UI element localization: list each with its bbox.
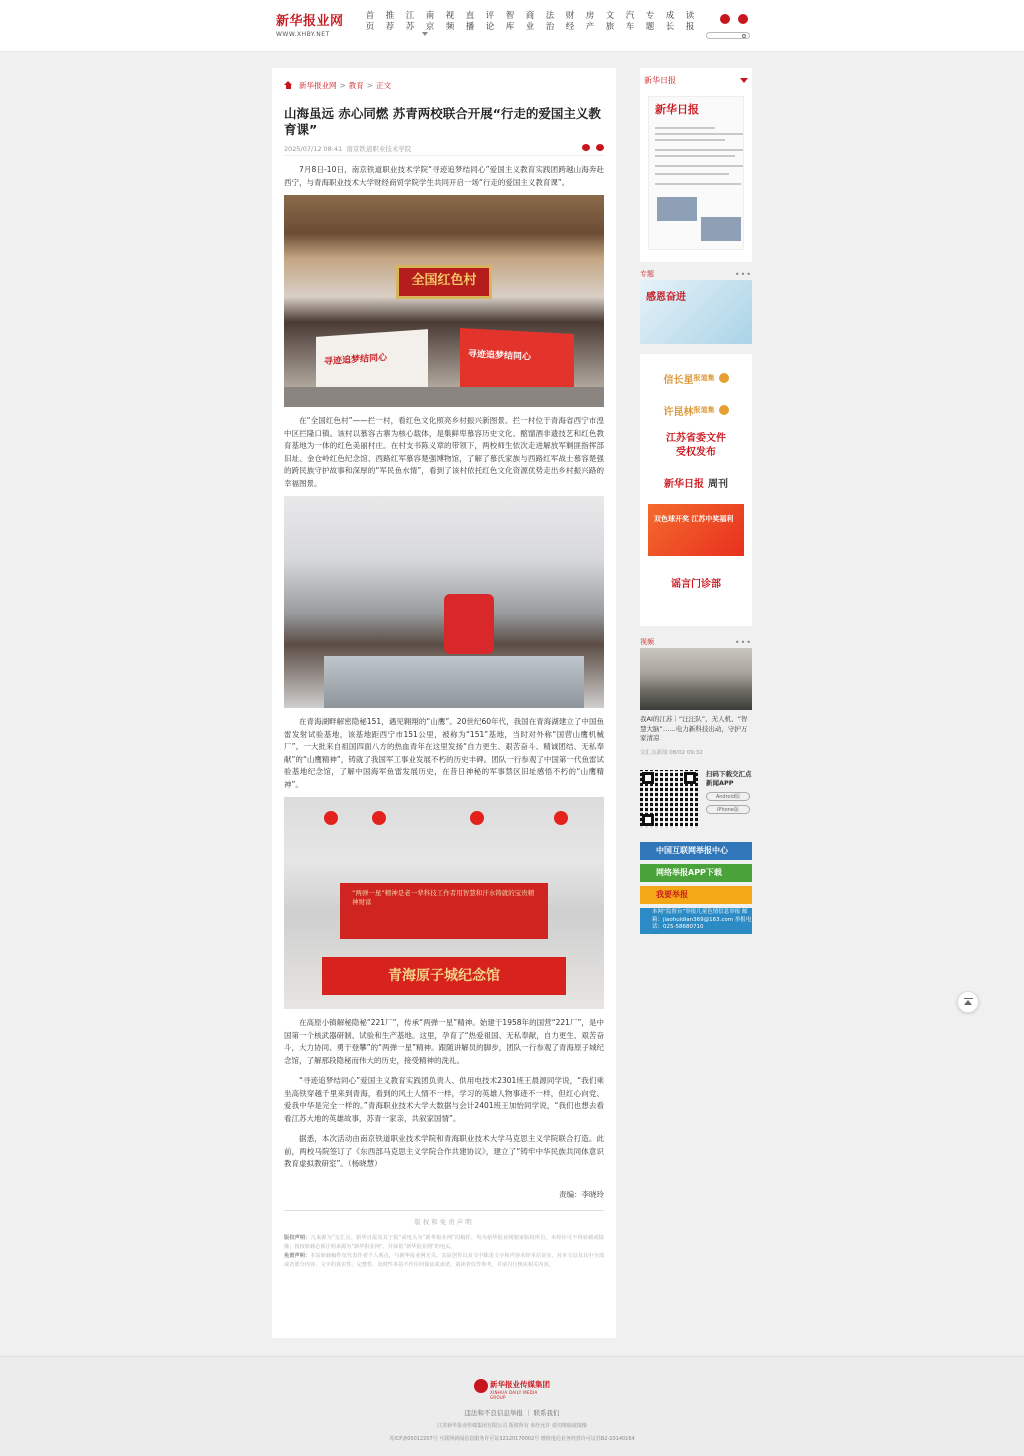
epaper-header[interactable] — [640, 68, 752, 92]
topic-sub: 报道集 — [693, 373, 715, 382]
paragraph: 在“全国红色村”——拦一村，看红色文化照亮乡村振兴新图景。拦一村位于青海省西宁市湟中区拦隆口镇。该村以慕容古寨为核心载体，是集鲜卑慕容历史文化、酩馏酒非遗技艺和红色教育基地为一体的红色美丽村庄。在村支书陈义章的带领下，两校师生依次走进解放军剿匪指挥部旧址、金仓岭红色纪念馆、西路红军慕容楚强博物馆，了解了慕氏家族与西路红军战士慕容楚强的跨民族守护故事和深厚的“军民鱼水情”，看到了该村依托红色文化资源优势走出乡村振兴路的幸福图景。 — [284, 416, 604, 488]
qr-corner — [642, 814, 654, 826]
breadcrumb-sep: > — [339, 80, 346, 90]
paragraph: 在青海湖畔解密隐秘151，遇见翱翔的“山鹰”。20世纪60年代，我国在青海湖建立了中国鱼雷发射试验基地，该基地距西宁市151公里，被称为“151”基地，当时对外称“国营山鹰机械厂”。一大批来自祖国四面八方的热血青年在这里发扬“自力更生、艰苦奋斗、精诚团结、无私奉献”的“山鹰精神”，铸就了我国军工事业发展不朽的历史丰碑。团队一行参观了中国第一代鱼雷试验基地纪念馆，了解中国海军鱼雷发展历史，在昔日神秘的军事禁区旧址感悟不朽的“山鹰精神”。 — [284, 717, 604, 789]
topic-link-jiangsu[interactable] — [640, 426, 752, 466]
nav-item[interactable]: 汽车 — [625, 11, 635, 32]
print-share-icon[interactable] — [596, 144, 604, 151]
article-photo — [284, 195, 604, 407]
topic-link-xu[interactable] — [640, 394, 752, 426]
paragraph: 7月8日-10日，南京铁道职业技术学院“寻迹追梦结同心”爱国主义教育实践团跨越山海奔赴西宁，与青海职业技术大学财经商贸学院学生共同开启一场“行走的爱国主义教育课”。 — [284, 165, 604, 187]
topic-name: 谣言门诊部 — [671, 578, 721, 590]
memorial-base — [322, 957, 566, 995]
epaper-title: 新华日报 — [644, 75, 676, 85]
footer-logo — [474, 1379, 550, 1400]
back-to-top-button[interactable] — [957, 991, 979, 1013]
article-photo — [284, 797, 604, 1009]
home-icon[interactable] — [284, 81, 293, 89]
qr-title: 扫码下载交汇点新闻APP — [706, 769, 752, 787]
qr-corner — [684, 772, 696, 784]
nav-item[interactable]: 首页 — [365, 11, 375, 32]
board-text: 全国红色村 — [411, 273, 477, 288]
special-banner[interactable] — [640, 280, 752, 344]
nav-item[interactable]: 评论 — [485, 11, 495, 32]
topic-name: 许昆林 — [663, 406, 694, 418]
disclaimer-block — [284, 1210, 604, 1270]
memorial-wall — [340, 883, 548, 939]
news-image — [657, 197, 697, 221]
wechat-icon[interactable] — [738, 14, 748, 24]
qr-code — [640, 770, 698, 828]
photo-floor — [284, 387, 604, 407]
footer-copyright: 江苏新华报业传媒集团有限公司 版权所有 未经允许 请勿擅取或镜像 — [437, 1423, 587, 1429]
topic-name: 信长星 — [663, 374, 694, 386]
arrow-icon — [719, 405, 729, 415]
video-meta: 交汇点新闻 08/02 09:32 — [640, 749, 703, 756]
disclaimer-notice — [284, 1252, 604, 1270]
nav-item[interactable]: 推荐 — [385, 11, 395, 32]
lantern — [372, 811, 386, 825]
topic-link-rumor[interactable] — [640, 566, 752, 598]
site-footer — [0, 1356, 1024, 1456]
banner-title: 感恩奋进 — [646, 292, 686, 303]
text-line — [655, 139, 725, 141]
article-meta — [284, 144, 604, 156]
text-line — [655, 173, 729, 175]
copyright-notice — [284, 1234, 604, 1252]
topic-sub: 报道集 — [693, 405, 715, 414]
topic-links — [640, 354, 752, 626]
topic-name: 江苏省委文件 — [666, 433, 726, 444]
epaper-panel — [640, 68, 752, 262]
article-source: 南京铁道职业技术学院 — [346, 145, 412, 153]
disclaimer-text: 本站转载稿件仅代表作者个人观点，与新华报业网无关。其原创性以及文中陈述文字和内容未经本站证实，对本文以及其中全部或者部分内容、文字的真实性、完整性、及时性本站不作任何保证或承诺，请读者仅作参考，并请自行核实相关内容。 — [284, 1252, 604, 1268]
paragraph: 在高原小镇解秘隐秘“221厂”，传承“两弹一星”精神。始建于1958年的国营“221厂”，是中国第一个核武器研制、试验和生产基地。这里，孕育了“热爱祖国、无私奉献，自力更生、艰苦奋斗，大力协同、勇于登攀”的“两弹一星”精神。跟随讲解员的脚步，团队一行参观了青海原子城纪念馆，了解那段隐秘而伟大的历史，接受精神的洗礼。 — [284, 1018, 604, 1065]
arrow-icon — [719, 373, 729, 383]
video-caption[interactable]: 我AI的江苏｜“汪汪队”、无人机、“智慧大脑”……电力新科技出动，守护万家清凉 — [640, 715, 748, 742]
memorial-name: 青海原子城纪念馆 — [388, 968, 500, 984]
article-container — [272, 68, 616, 1338]
group-logo-icon — [474, 1379, 488, 1393]
text-line — [655, 183, 741, 185]
qr-corner — [642, 772, 654, 784]
more-icon[interactable]: ••• — [734, 269, 752, 279]
text-line — [655, 133, 743, 135]
search-input[interactable] — [706, 32, 750, 39]
nav-item[interactable]: 直播 — [465, 11, 475, 32]
nav-item[interactable]: 房产 — [585, 11, 595, 32]
breadcrumb-section[interactable]: 教育 — [348, 80, 364, 90]
article-editor: 责编：李晓玲 — [559, 1189, 604, 1199]
video-label: 视频 — [640, 638, 654, 646]
topic-name: 新华日报 — [664, 478, 704, 490]
app-download — [640, 770, 752, 828]
android-download-button[interactable]: Android版 — [706, 792, 750, 801]
footer-logo-text: 新华报业传媒集团 — [490, 1380, 550, 1389]
nav-item[interactable]: 江苏 — [405, 11, 415, 32]
copyright-text: 凡来源为“交汇点、新华日报及其子报”或电头为“新华报业网”的稿件，均为新华报业网独家版权所有，未经许可不得转载或镜像；授权转载必须注明来源为“新华报业网”，并保留“新华报业网”的电头。 — [284, 1234, 604, 1250]
sidebar — [640, 68, 752, 934]
article-title: 山海虽远 赤心同燃 苏青两校联合开展“行走的爱国主义教育课” — [284, 106, 601, 137]
site-logo[interactable] — [276, 10, 348, 38]
topic-link-weekly[interactable] — [640, 466, 752, 498]
breadcrumb — [284, 78, 604, 92]
nav-item[interactable]: 读报 — [685, 11, 695, 32]
special-section-label — [640, 268, 752, 280]
epaper-thumbnail[interactable] — [648, 96, 744, 250]
nav-item[interactable]: 法治 — [545, 11, 555, 32]
lantern — [470, 811, 484, 825]
special-label: 专题 — [640, 270, 654, 278]
footer-links[interactable]: 违法和不良信息举报 ｜ 联系我们 — [464, 1409, 560, 1417]
text-line — [655, 155, 735, 157]
footer-license: 苏ICP备05012207号 互联网新闻信息服务许可证32120170002号 增值电信业务经营许可证苏B2-20140164 — [389, 1436, 635, 1442]
topic-link-xin[interactable] — [640, 362, 752, 394]
paragraph: “寻迹追梦结同心”爱国主义教育实践团负责人、供用电技术2301班王晨源同学说，“我们乘坐高铁穿越千里来到青海，看到的风土人情不一样，学习的英雄人物事迹不一样，但红心向党、爱我中华是完全一样的。”青海职业技术大学大数据与会计2401班王加怡同学说，“我们也想去看看江苏大地的英雄故事，苏青一家亲，共叙家国情”。 — [284, 1076, 604, 1123]
share-icons — [582, 144, 604, 151]
main-nav — [360, 11, 700, 32]
wechat-share-icon[interactable] — [582, 144, 590, 151]
chevron-down-icon[interactable] — [740, 78, 748, 83]
nav-item[interactable]: 视频 — [445, 11, 455, 32]
header-icons — [720, 14, 748, 24]
flag-text: 寻迹追梦结同心 — [324, 352, 388, 368]
report-center-banner[interactable]: 中国互联网举报中心 — [640, 842, 752, 860]
search-icon[interactable] — [742, 34, 746, 38]
disclaimer-label: 免责声明： — [284, 1252, 311, 1259]
nav-item[interactable]: 商业 — [525, 11, 535, 32]
text-line — [655, 165, 743, 167]
banner-flag — [316, 329, 428, 395]
sign-board — [396, 265, 492, 299]
site-header — [0, 0, 1024, 52]
report-app-banner[interactable]: 网络举报APP下载 — [640, 864, 752, 882]
text-line — [655, 149, 743, 151]
nav-item[interactable]: 成长 — [665, 11, 675, 32]
epaper-masthead: 新华日报 — [655, 103, 699, 116]
print-icon[interactable] — [720, 14, 730, 24]
photo-figure — [444, 594, 494, 654]
qr-text — [706, 770, 752, 828]
breadcrumb-current: 正文 — [376, 80, 392, 90]
nav-item[interactable]: 南京 — [425, 11, 435, 32]
nav-item[interactable]: 智库 — [505, 11, 515, 32]
flag-text: 寻迹追梦结同心 — [468, 349, 532, 363]
breadcrumb-home[interactable]: 新华报业网 — [299, 80, 337, 90]
display-case — [324, 656, 584, 708]
lottery-banner[interactable] — [648, 504, 744, 556]
breadcrumb-sep: > — [366, 80, 374, 90]
iphone-download-button[interactable]: iPhone版 — [706, 805, 750, 814]
banner-flag — [460, 328, 574, 394]
article-photo — [284, 496, 604, 708]
lantern — [324, 811, 338, 825]
video-thumbnail[interactable] — [640, 648, 752, 710]
news-image — [701, 217, 741, 241]
article-date: 2025/07/12 08:41 — [284, 145, 343, 153]
logo-url: WWW.XHBY.NET — [276, 31, 330, 38]
chevron-down-icon[interactable] — [422, 32, 428, 36]
more-icon[interactable]: ••• — [734, 637, 752, 647]
topic-sub: 周刊 — [708, 478, 728, 490]
paragraph: 据悉，本次活动由南京铁道职业技术学院和青海职业技术大学马克思主义学院联合打造。此前，两校马院签订了《东西部马克思主义学院合作共建协议》，建立了“铸牢中华民族共同体意识教育虚拟教研室”。（杨晓慧） — [284, 1134, 604, 1168]
copyright-label: 版权声明： — [284, 1234, 311, 1241]
topic-sub: 受权发布 — [676, 447, 716, 458]
footer-logo-en: XINHUA DAILY MEDIA GROUP — [490, 1390, 538, 1400]
nav-item[interactable]: 财经 — [565, 11, 575, 32]
text-line — [655, 127, 715, 129]
lantern — [554, 811, 568, 825]
video-section-label — [640, 636, 752, 648]
disclaimer-title: 版权和免责声明 — [414, 1217, 474, 1226]
wall-text: “两弹一星”精神是老一辈科技工作者用智慧和汗水铸就的宝贵精神财富 — [352, 889, 535, 906]
nav-item[interactable]: 专题 — [645, 11, 655, 32]
lottery-text: 双色球开奖 江苏中奖福利 — [654, 515, 734, 523]
logo-text: 新华报业网 — [276, 14, 344, 29]
nav-item[interactable]: 文旅 — [605, 11, 615, 32]
report-contact-banner[interactable]: 本网“监督台”举报儿童色情信息举报 邮箱：jiaohuidian369@163.com 举报电话：025-58680710 — [640, 908, 752, 934]
report-banner[interactable]: 我要举报 — [640, 886, 752, 904]
